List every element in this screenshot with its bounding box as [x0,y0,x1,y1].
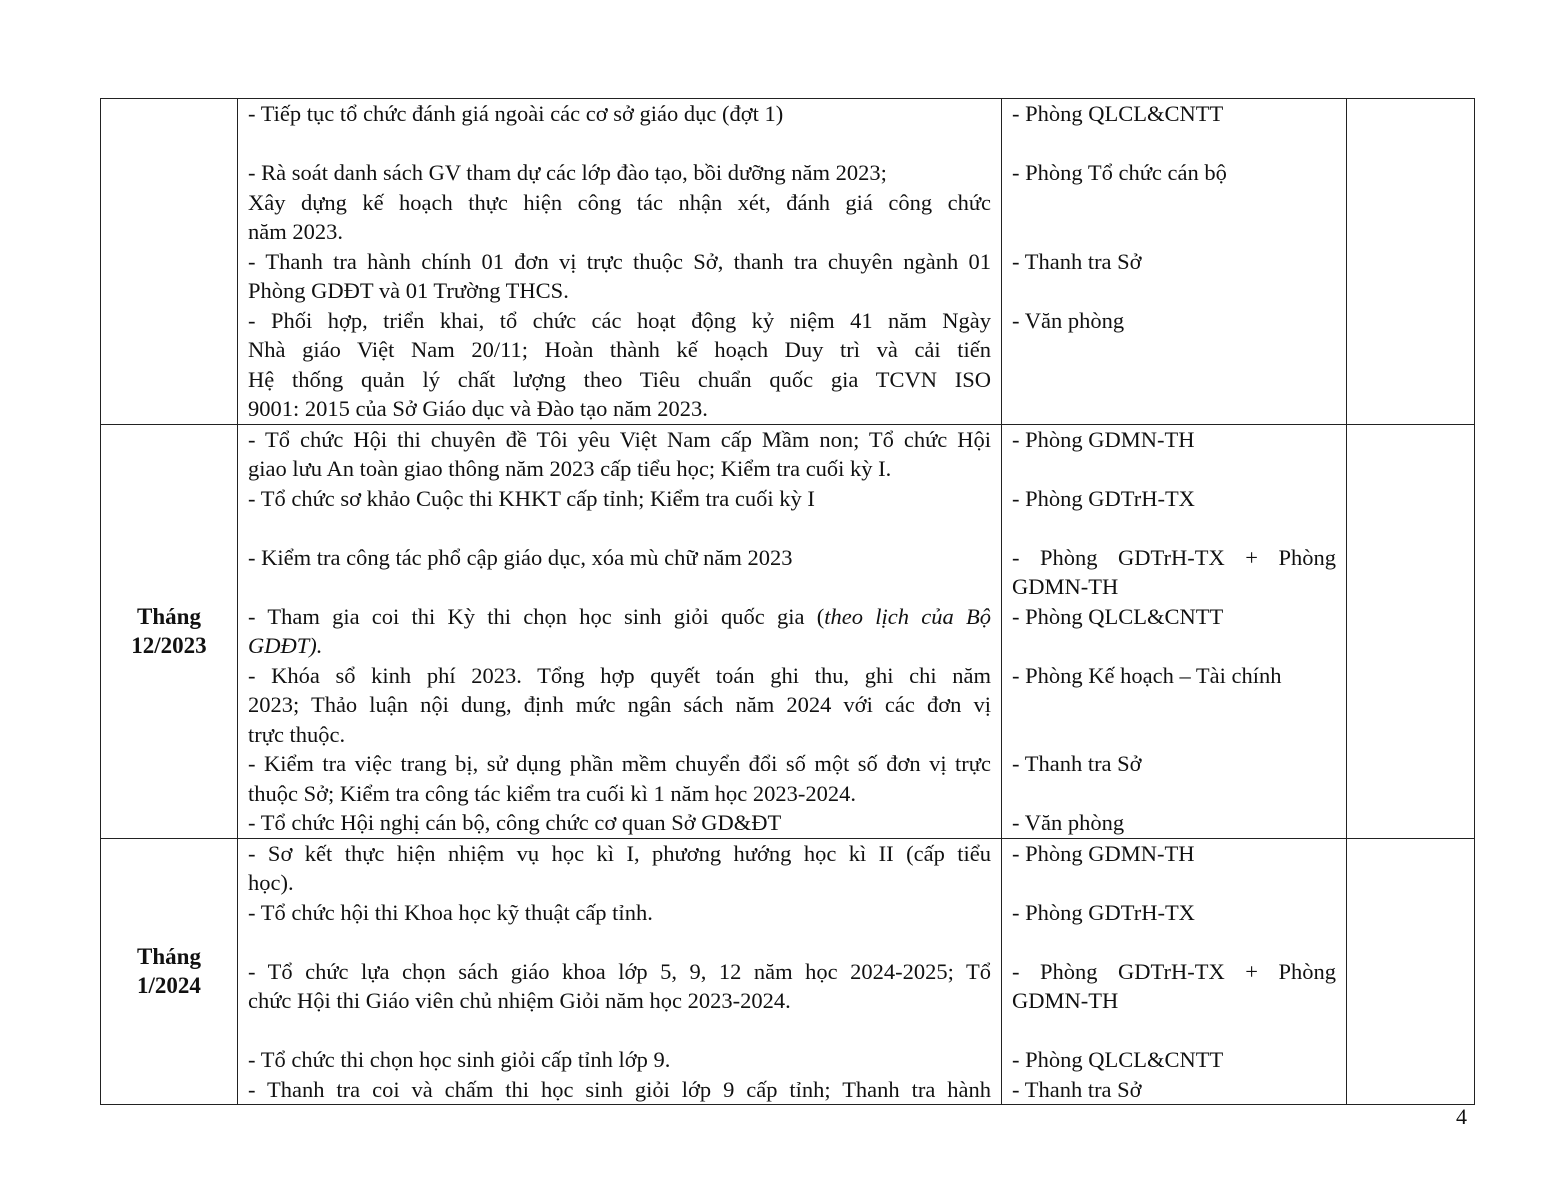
note-cell [1347,838,1475,1105]
plan-table [100,98,1475,1105]
task-line [248,631,991,661]
unit-line [1012,129,1336,159]
table-row [101,838,1475,1105]
unit-line: - Phòng GDTrH-TX + Phòng [1012,958,1336,984]
task-line: - Sơ kết thực hiện nhiệm vụ học kì I, phương hướng học kì II (cấp tiểu [248,840,991,866]
unit-line [1012,276,1336,306]
task-line [248,129,991,159]
unit-line [1012,1016,1336,1046]
month-value: 1/2024 [137,973,201,999]
task-line: - Tổ chức thi chọn học sinh giỏi cấp tỉnh lớp 9. [248,1047,671,1072]
unit-line: GDMN-TH [1012,988,1119,1013]
month-cell [101,838,238,1105]
unit-line: - Phòng Kế hoạch – Tài chính [1012,662,1282,688]
task-line: - Tổ chức hội thi Khoa học kỹ thuật cấp tỉnh. [248,899,653,925]
page-number: 4 [1456,1104,1467,1129]
unit-line [1012,217,1336,247]
unit-line: - Phòng QLCL&CNTT [1012,1047,1224,1072]
task-line [248,513,991,543]
month-cell [101,99,238,425]
unit-line: - Phòng GDTrH-TX + Phòng [1012,544,1336,570]
unit-line [1012,454,1336,484]
unit-line: - Phòng GDTrH-TX [1012,899,1195,925]
task-line [248,572,991,602]
unit-line: - Thanh tra Sở [1012,248,1142,274]
responsible-unit-cell [1002,424,1347,838]
task-line: - Rà soát danh sách GV tham dự các lớp đào tạo, bồi dưỡng năm 2023; [248,160,887,185]
italic-note: theo lịch của Bộ [824,603,991,629]
task-line: chức Hội thi Giáo viên chủ nhiệm Giỏi năm học 2023-2024. [248,988,791,1013]
task-line: trực thuộc. [248,721,346,747]
tasks-cell [238,838,1002,1105]
unit-line [1012,188,1336,218]
month-label: Tháng [137,943,201,969]
unit-line: - Phòng QLCL&CNTT [1012,603,1224,629]
task-line: Nhà giáo Việt Nam 20/11; Hoàn thành kế hoạch Duy trì và cải tiến [248,337,991,362]
unit-line: - Phòng Tổ chức cán bộ [1012,160,1227,185]
unit-line [1012,690,1336,720]
task-line: Xây dựng kế hoạch thực hiện công tác nhận xét, đánh giá công chức [248,189,991,215]
unit-line: - Thanh tra Sở [1012,751,1142,776]
task-line: - Kiểm tra công tác phổ cập giáo dục, xóa mù chữ năm 2023 [248,544,793,570]
task-line: - Thanh tra hành chính 01 đơn vị trực thuộc Sở, thanh tra chuyên ngành 01 [248,248,991,274]
unit-line [1012,720,1336,750]
unit-line: - Phòng QLCL&CNTT [1012,101,1224,126]
month-cell [101,424,238,838]
task-line [248,1016,991,1046]
task-line [248,927,991,957]
month-value: 12/2023 [131,633,207,658]
note-cell [1347,99,1475,425]
responsible-unit-cell [1002,838,1347,1105]
unit-line [1012,927,1336,957]
task-line: giao lưu An toàn giao thông năm 2023 cấp tiểu học; Kiểm tra cuối kỳ I. [248,456,892,481]
task-line: Hệ thống quản lý chất lượng theo Tiêu chuẩn quốc gia TCVN ISO [248,366,991,392]
unit-line: - Phòng GDTrH-TX [1012,485,1195,511]
month-label: Tháng [137,603,201,629]
unit-line [1012,631,1336,661]
note-cell [1347,424,1475,838]
unit-line: - Văn phòng [1012,307,1125,333]
task-line: - Kiểm tra việc trang bị, sử dụng phần mềm chuyển đổi số một số đơn vị trực [248,751,991,776]
task-line: học). [248,870,294,895]
task-line: - Tổ chức Hội thi chuyên đề Tôi yêu Việt Nam cấp Mầm non; Tổ chức Hội [248,426,991,452]
task-line: - Tiếp tục tổ chức đánh giá ngoài các cơ sở giáo dục (đợt 1) [248,101,784,126]
task-line: 2023; Thảo luận nội dung, định mức ngân sách năm 2024 với các đơn vị [248,692,991,717]
task-line: năm 2023. [248,219,343,244]
task-line: thuộc Sở; Kiểm tra công tác kiểm tra cuối kì 1 năm học 2023-2024. [248,780,857,806]
table-row [101,424,1475,838]
responsible-unit-cell [1002,99,1347,425]
italic-note: GDĐT). [248,633,323,658]
task-line: 9001: 2015 của Sở Giáo dục và Đào tạo năm 2023. [248,396,708,421]
task-line: - Tổ chức lựa chọn sách giáo khoa lớp 5, 9, 12 năm học 2024-2025; Tổ [248,958,991,984]
unit-line: GDMN-TH [1012,574,1119,599]
task-line: Phòng GDĐT và 01 Trường THCS. [248,278,569,303]
unit-line: - Phòng GDMN-TH [1012,426,1195,452]
tasks-cell [238,424,1002,838]
table-row [101,99,1475,425]
unit-line [1012,513,1336,543]
task-line: - Tổ chức sơ khảo Cuộc thi KHKT cấp tỉnh; Kiểm tra cuối kỳ I [248,485,815,511]
task-line: - Tham gia coi thi Kỳ thi chọn học sinh giỏi quốc gia (theo lịch của Bộ [248,603,991,629]
task-line: - Thanh tra coi và chấm thi học sinh giỏi lớp 9 cấp tỉnh; Thanh tra hành [248,1076,991,1102]
tasks-cell [238,99,1002,425]
unit-line [1012,779,1336,809]
task-line: - Khóa sổ kinh phí 2023. Tổng hợp quyết toán ghi thu, ghi chi năm [248,662,991,688]
unit-line: - Phòng GDMN-TH [1012,840,1195,866]
unit-line: - Văn phòng [1012,810,1125,835]
unit-line [1012,868,1336,898]
unit-line: - Thanh tra Sở [1012,1076,1142,1102]
task-line: - Phối hợp, triển khai, tổ chức các hoạt động kỷ niệm 41 năm Ngày [248,307,991,333]
task-line: - Tổ chức Hội nghị cán bộ, công chức cơ quan Sở GD&ĐT [248,810,782,835]
